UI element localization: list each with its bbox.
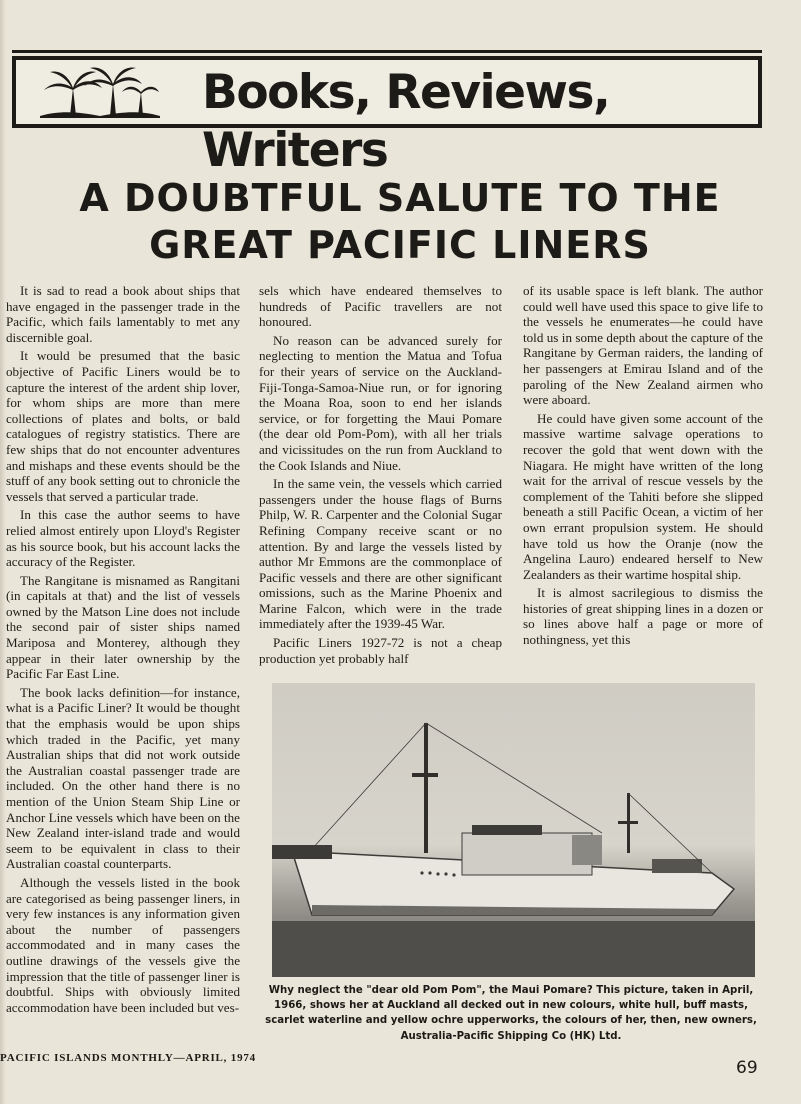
paragraph: It would be presumed that the basic objective of Pacific Liners would be to capture the interest of the ardent ship lover, for whom ships are more than mere collections of plates and bolts, or bald catalogues of registry statistics. There are few ships that do not encounter adventures and mishaps and these events should be the stuff of any book setting out to chronicle the vessels that served a particular trade. <box>6 348 240 504</box>
paragraph: of its usable space is left blank. The author could well have used this space to give life to the vessels he enumerates—he could have told us in some depth about the capture of the Rangitane by German raiders, the landing of her passengers at Emirau Island and of the paroling of the New Zealand airmen who were aboard. <box>523 283 763 408</box>
photo-caption: Why neglect the "dear old Pom Pom", the Maui Pomare? This picture, taken in April, 1966, shows her at Auckland all decked out in new colours, white hull, buff masts, scarlet waterline and yellow ochre upperworks, the colours of her, then, new owners, Australia-Pacific Shipping Co (HK) Ltd. <box>265 985 757 1042</box>
paragraph: No reason can be advanced surely for neglecting to mention the Matua and Tofua for their years of service on the Auckland-Fiji-Tonga-Samoa-Niue run, or for ignoring the Moana Roa, soon to end her islands service, or for forgetting the Maui Pomare (the dear old Pom-Pom), with all her trials and vicissitudes on the run from Auckland to the Cook Islands and Niue. <box>259 332 502 473</box>
ship-photograph <box>272 683 755 977</box>
paragraph: It is almost sacrilegious to dismiss the histories of great shipping lines in a dozen or so lines above half a page or more of nothingness, yet this <box>523 585 763 648</box>
paragraph: Although the vessels listed in the book are categorised as being passenger liners, in very few instances is any information given about the number of passengers accommodated and in many cases the outline drawings of the vessels give the impression that the title of passenger liner is doubtful. Ships with obviously limited accommodation have been included but ves- <box>6 874 240 1015</box>
article-column-3 <box>523 283 763 651</box>
paragraph: In this case the author seems to have relied almost entirely upon Lloyd's Register as his source book, but his account lacks the accuracy of the Register. <box>6 507 240 570</box>
section-header-banner <box>12 56 762 178</box>
palm-trees-logo-icon <box>40 66 160 118</box>
page-number: 69 <box>736 1058 758 1078</box>
headline-line-1: A DOUBTFUL SALUTE TO THE <box>79 176 721 220</box>
article-column-2 <box>259 283 502 669</box>
section-title: Books, Reviews, Writers <box>202 65 610 178</box>
paragraph: It is sad to read a book about ships that have engaged in the passenger trade in the Pacific, which fails lamentably to met any discernible goal. <box>6 283 240 345</box>
paragraph: The book lacks definition—for instance, what is a Pacific Liner? It would be thought that the emphasis would be upon ships which traded in the Pacific, yet many Australian ships that did not work outside the Australian coastal passenger trade are included. On the other hand there is no mention of the Union Steam Ship Line or Anchor Line vessels which have been on the New Zealand inter-island trade and would seem to be equivalent in class to their Australian coastal counterparts. <box>6 684 240 872</box>
ship-image-icon <box>272 683 755 977</box>
paragraph: sels which have endeared themselves to hundreds of Pacific travellers are not honoured. <box>259 283 502 330</box>
paragraph: He could have given some account of the massive wartime salvage operations to recover the gold that went down with the Niagara. He might have written of the long wait for the arrival of rescue vessels by the complement of the Tahiti before she slipped beneath a still Pacific Ocean, a victim of her own errant propulsion system. He should have told us how the Oranje (now the Angelina Lauro) endeared herself to New Zealanders as their wartime hospital ship. <box>523 410 763 582</box>
paragraph: The Rangitane is misnamed as Rangitani (in capitals at that) and the list of vessels owned by the Matson Line does not include the second pair of sister ships named Mariposa and Monterey, although they appear in their later ownership by the Pacific Far East Line. <box>6 572 240 682</box>
headline-line-2: GREAT PACIFIC LINERS <box>149 223 651 267</box>
header-rule <box>12 50 762 53</box>
publication-footer: PACIFIC ISLANDS MONTHLY—APRIL, 1974 <box>0 1052 256 1064</box>
paragraph: Pacific Liners 1927-72 is not a cheap production yet probably half <box>259 635 502 666</box>
article-column-1 <box>6 283 240 1018</box>
paragraph: In the same vein, the vessels which carried passengers under the house flags of Burns Philp, W. R. Carpenter and the Colonial Sugar Refining Company receive scant or no attention. By and large the vessels listed by author Mr Emmons are the commonplace of Pacific vessels and there are other significant omissions, such as the Marine Phoenix and Marine Falcon, which were in the trade immediately after the 1939-45 War. <box>259 476 502 632</box>
